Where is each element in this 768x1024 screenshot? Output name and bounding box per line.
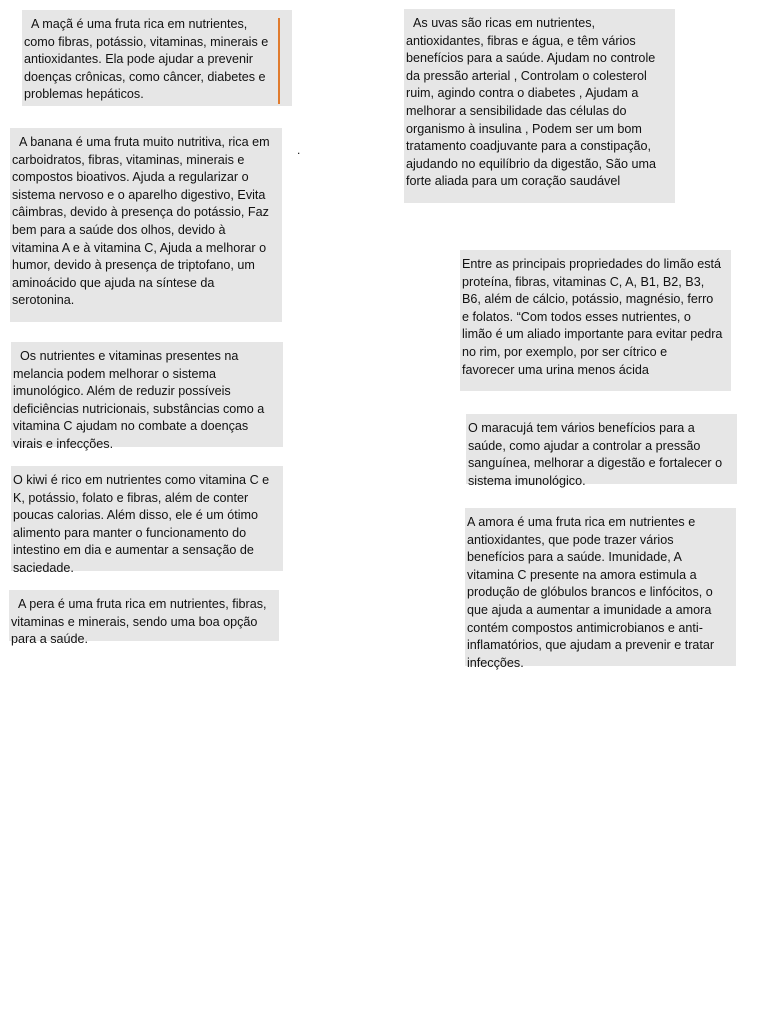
note-banana[interactable]: A banana é uma fruta muito nutritiva, rica em carboidratos, fibras, vitaminas, minerais e compostos bioativos. Ajuda a regularizar o sistema nervoso e o aparelho digestivo, Evita câimbras, devido à presença do potássio, Faz bem para a saúde dos olhos, devido à vitamina A e à vitamina C, Ajuda a melhorar o humor, devido à presença de triptofano, um aminoácido que ajuda na síntese da serotonina. bbox=[10, 128, 282, 322]
note-amora[interactable]: A amora é uma fruta rica em nutrientes e antioxidantes, que pode trazer vários benefícios para a saúde. Imunidade, A vitamina C presente na amora estimula a produção de glóbulos brancos e linfócitos, o que ajuda a aumentar a imunidade a amora contém compostos antimicrobianos e anti-inflamatórios, que ajudam a prevenir e tratar infecções. bbox=[465, 508, 736, 666]
note-pera[interactable]: A pera é uma fruta rica em nutrientes, fibras, vitaminas e minerais, sendo uma boa opção para a saúde. bbox=[9, 590, 279, 641]
text-cursor bbox=[278, 18, 280, 104]
stray-mark: . bbox=[297, 143, 301, 157]
note-maracuja[interactable]: O maracujá tem vários benefícios para a saúde, como ajudar a controlar a pressão sanguínea, melhorar a digestão e fortalecer o sistema imunológico. bbox=[466, 414, 737, 484]
note-maca[interactable]: A maçã é uma fruta rica em nutrientes, como fibras, potássio, vitaminas, minerais e antioxidantes. Ela pode ajudar a prevenir doenças crônicas, como câncer, diabetes e problemas hepáticos. bbox=[22, 10, 292, 106]
note-uvas[interactable]: As uvas são ricas em nutrientes, antioxidantes, fibras e água, e têm vários benefícios para a saúde. Ajudam no controle da pressão arterial , Controlam o colesterol ruim, agindo contra o diabetes , Ajudam a melhorar a sensibilidade das células do organismo à insulina , Podem ser um bom tratamento coadjuvante para a constipação, ajudando no equilíbrio da digestão, São uma forte aliada para um coração saudável bbox=[404, 9, 675, 203]
note-limao[interactable]: Entre as principais propriedades do limão está proteína, fibras, vitaminas C, A, B1, B2, B3, B6, além de cálcio, potássio, magnésio, ferro e folatos. “Com todos esses nutrientes, o limão é um aliado importante para evitar pedra no rim, por exemplo, por ser cítrico e favorecer uma urina menos ácida bbox=[460, 250, 731, 391]
note-kiwi[interactable]: O kiwi é rico em nutrientes como vitamina C e K, potássio, folato e fibras, além de conter poucas calorias. Além disso, ele é um ótimo alimento para manter o funcionamento do intestino em dia e aumentar a sensação de saciedade. bbox=[11, 466, 283, 571]
note-melancia[interactable]: Os nutrientes e vitaminas presentes na melancia podem melhorar o sistema imunológico. Além de reduzir possíveis deficiências nutricionais, substâncias como a vitamina C ajudam no combate a doenças virais e infecções. bbox=[11, 342, 283, 447]
